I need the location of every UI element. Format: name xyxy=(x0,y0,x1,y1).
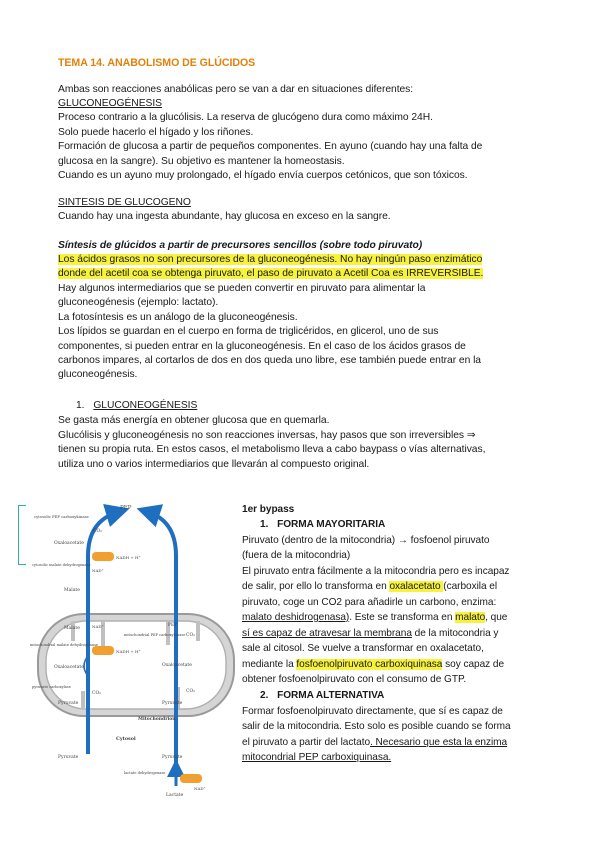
underlined-enzyme-text: . Necesario que esta la enzima xyxy=(370,737,508,748)
label-nadh: NADH + H⁺ xyxy=(116,555,141,560)
forma2-line: salir de la mitocondria. Esto solo es posible cuando se forma xyxy=(242,721,511,732)
precursores-line: Los lípidos se guardan en el cuerpo en forma de triglicéridos, en glicerol, uno de sus xyxy=(58,326,439,337)
label-co2: CO₂ xyxy=(92,691,101,696)
section1-line: Se gasta más energía en obtener glucosa que en quemarla. xyxy=(58,415,330,426)
forma1-title: FORMA MAYORITARIA xyxy=(277,519,386,530)
highlighted-line: donde del acetil coa se obtenga piruvato, el paso de piruvato a Acetil Coa es IRREVERSIBLE. xyxy=(58,268,484,279)
underlined-enzyme: malato deshidrogenasa) xyxy=(242,612,350,623)
section1-title: GLUCONEOGÉNESIS xyxy=(93,400,198,411)
nadh-badge xyxy=(92,552,114,561)
label-lactate-dh: lactate dehydrogenase xyxy=(124,771,166,775)
label-mitochondrion: Mitochondrion xyxy=(138,717,176,722)
forma2-text: el piruvato a partir del lactato xyxy=(242,737,371,748)
gluco-line: Formación de glucosa a partir de pequeños componentes. En ayuno (cuando hay una falta de xyxy=(58,141,483,152)
precursores-line: gluconeogénesis (ejemplo: lactato). xyxy=(58,297,219,308)
sintesis-line: Cuando hay una ingesta abundante, hay glucosa en exceso en la sangre. xyxy=(58,211,391,222)
label-co2: CO₂ xyxy=(186,689,195,694)
label-lactate: Lactate xyxy=(166,793,184,798)
gluco-line: Solo puede hacerlo el hígado y los riñones. xyxy=(58,127,254,138)
precursores-line: La fotosíntesis es un análogo de la gluconeogénesis. xyxy=(58,312,298,323)
precursores-line: componentes, si pueden entrar en la gluconeogénesis. En el caso de los ácidos grasos de xyxy=(58,341,466,352)
forma2-number: 2. xyxy=(260,690,269,701)
section1-number: 1. xyxy=(76,400,85,411)
label-mito-malate-dh: mitochondrial malate dehydrogenase xyxy=(30,643,98,647)
forma2-title: FORMA ALTERNATIVA xyxy=(277,690,385,701)
underlined-membrane-text: sí es capaz de atravesar la membrana xyxy=(242,628,412,639)
label-pyr-carboxylase: pyruvate carboxylase xyxy=(32,685,71,689)
precursores-line: Hay algunos intermediarios que se pueden convertir en piruvato para alimentar la xyxy=(58,283,426,294)
forma1-text: de la mitocondria y xyxy=(411,628,499,639)
section1-line: Glucólisis y gluconeogénesis no son reacciones inversas, hay pasos que son irreversibles ⇒ xyxy=(58,430,476,441)
label-mito-pep: mitochondrial PEP carboxykinase xyxy=(124,633,186,637)
precursores-line: gluconeogénesis. xyxy=(58,369,138,380)
label-pep: PEP xyxy=(120,505,132,511)
gluconeogenesis-heading: GLUCONEOGÉNESIS xyxy=(58,98,162,109)
forma1-text: de salir, por ello lo transforma en xyxy=(242,581,390,592)
forma1-text: (carboxila el xyxy=(443,581,498,592)
label-oxaloacetate: Oxaloacetate xyxy=(54,665,84,670)
section1-line: utiliza uno o varios intermediarios que llevarán al compuesto original. xyxy=(58,459,370,470)
label-pyruvate: Pyruvate xyxy=(58,701,79,706)
forma2-line: Formar fosfoenolpiruvato directamente, que sí es capaz de xyxy=(242,706,503,717)
forma1-line: Piruvato (dentro de la mitocondria) → fosfoenol piruvato xyxy=(242,535,490,546)
bypass-heading: 1er bypass xyxy=(242,504,295,515)
forma1-number: 1. xyxy=(260,519,269,530)
highlight-malato: malato xyxy=(455,612,486,623)
label-pyruvate: Pyruvate xyxy=(58,755,79,760)
gluconeogenesis-diagram xyxy=(28,496,238,798)
forma2-line: mitocondrial PEP carboxiquinasa. xyxy=(242,752,392,763)
sintesis-heading: SINTESIS DE GLUCOGENO xyxy=(58,197,191,208)
forma1-line: (fuera de la mitocondria) xyxy=(242,550,351,561)
highlight-oxalacetato: oxalacetato xyxy=(389,581,444,592)
label-co2: CO₂ xyxy=(186,633,195,638)
label-oxaloacetate: Oxaloacetate xyxy=(162,663,192,668)
forma1-line: piruvato, coge un CO2 para añadirle un carbono, enzima: xyxy=(242,597,497,608)
nadh-badge xyxy=(92,646,114,655)
gluco-line: Proceso contrario a la glucólisis. La reserva de glucógeno dura como máximo 24H. xyxy=(58,112,433,123)
label-nad: NAD⁺ xyxy=(92,624,104,629)
highlight-pepck: fosfoenolpiruvato carboxiquinasa xyxy=(296,659,443,670)
forma1-text: . Este se transforma en xyxy=(349,612,456,623)
forma1-text: , que xyxy=(485,612,508,623)
label-malate: Malate xyxy=(64,626,80,631)
label-co2: CO₂ xyxy=(93,529,102,534)
label-pep: PEP xyxy=(168,623,178,628)
label-nad: NAD⁺ xyxy=(194,786,206,791)
gluco-line: Cuando es un ayuno muy prolongado, el hígado envía cuerpos cetónicos, que son tóxicos. xyxy=(58,170,468,181)
label-nad: NAD⁺ xyxy=(92,568,104,573)
label-cytosolic-pep: cytosolic PEP carboxykinase xyxy=(34,514,89,519)
gluco-line: glucosa en la sangre). Su objetivo es mantener la homeostasis. xyxy=(58,156,345,167)
forma1-text: mediante la xyxy=(242,659,297,670)
highlighted-line: Los ácidos grasos no son precursores de la gluconeogénesis. No hay ningún paso enzimático xyxy=(58,254,483,265)
label-pyruvate: Pyruvate xyxy=(162,701,183,706)
intro-text: Ambas son reacciones anabólicas pero se van a dar en situaciones diferentes: xyxy=(58,84,414,95)
label-cyto-malate-dh: cytosolic malate dehydrogenase xyxy=(32,563,91,567)
forma1-line: obtener fosfoenolpiruvato con el consumo de GTP. xyxy=(242,674,467,685)
label-cytosol: Cytosol xyxy=(116,736,136,742)
forma1-text: soy capaz de xyxy=(442,659,505,670)
label-oxaloacetate: Oxaloacetate xyxy=(54,541,84,546)
forma1-line: El piruvato entra fácilmente a la mitocondria pero es incapaz xyxy=(242,566,510,577)
label-pyruvate: Pyruvate xyxy=(162,755,183,760)
label-malate: Malate xyxy=(64,588,80,593)
page-title: TEMA 14. ANABOLISMO DE GLÚCIDOS xyxy=(58,57,256,69)
precursores-line: carbonos impares, al cortarlos de dos en dos queda uno libre, ese también puede entrar en la xyxy=(58,355,481,366)
label-nadh: NADH + H⁺ xyxy=(116,649,141,654)
precursores-heading: Síntesis de glúcidos a partir de precursores sencillos (sobre todo piruvato) xyxy=(58,240,423,251)
nadh-badge xyxy=(180,774,202,783)
forma1-line: sale al citosol. Se vuelve a transformar en oxalacetato, xyxy=(242,643,484,654)
section1-line: tienen su propia ruta. En estos casos, el metabolismo lleva a cabo baypass o vías alternativas, xyxy=(58,444,486,455)
side-bracket xyxy=(18,505,26,565)
